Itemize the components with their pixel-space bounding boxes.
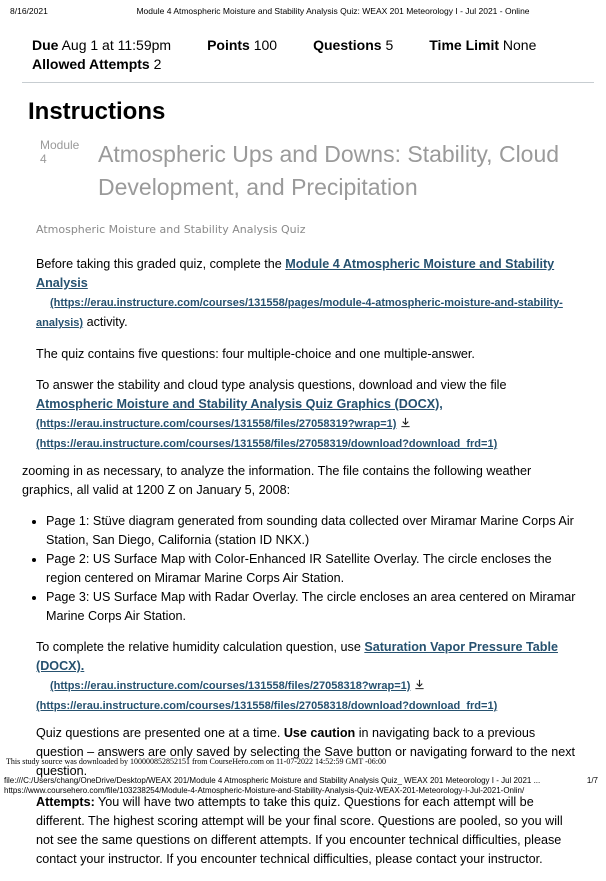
caution-paragraph: Quiz questions are presented one at a time. Use caution in navigating back to a previous question – answers are only saved by selecting the Save button or navigating forward to the next question. bbox=[36, 726, 576, 778]
instructions-heading: Instructions bbox=[28, 98, 166, 125]
attempts-paragraph: Attempts: You will have two attempts to take this quiz. Questions for each attempt will be different. The highest scoring attempt will be your final score. Questions are pooled, so you will not see the same questions on different attempts. If you encounter technical difficulties, please contact your instructor. If you encounter technical difficulties, please contact your instructor. bbox=[36, 795, 563, 866]
time-limit-info: Time Limit None bbox=[429, 37, 537, 53]
module-activity-link[interactable]: Module 4 Atmospheric Moisture and Stability Analysis bbox=[36, 257, 555, 290]
due-info: Due Aug 1 at 11:59pm bbox=[32, 37, 172, 53]
graphics-file-link[interactable]: Atmospheric Moisture and Stability Analysis Quiz Graphics (DOCX), bbox=[36, 397, 443, 411]
quiz-subtitle: Atmospheric Moisture and Stability Analysis Quiz bbox=[36, 223, 306, 236]
footer-source-url: https://www.coursehero.com/file/103238254/Module-4-Atmospheric-Moisture-and-Stability-Analysis-Quiz-WEAX-201-Meteorology-I-Jul-2021-Onlin/ bbox=[4, 786, 525, 795]
vapor-table-url[interactable]: (https://erau.instructure.com/courses/131558/files/27058318?wrap=1) bbox=[50, 680, 411, 692]
allowed-attempts-info: Allowed Attempts 2 bbox=[32, 56, 162, 72]
footer-file-path: file:///C:/Users/chang/OneDrive/Desktop/WEAX 201/Module 4 Atmospheric Moisture and Stability Analysis Quiz_ WEAX 201 Meteorology I - Jul 2021 ... bbox=[4, 776, 541, 785]
list-item: • Page 1: Stüve diagram generated from sounding data collected over Miramar Marine Corps Air Station, San Diego, California (station ID NKX.) bbox=[46, 512, 580, 550]
zoom-paragraph: zooming in as necessary, to analyze the information. The file contains the following weather graphics, all valid at 1200 Z on January 5, 2008: bbox=[22, 464, 532, 497]
graphics-paragraph: To answer the stability and cloud type analysis questions, download and view the file Atmospheric Moisture and Stability Analysis Quiz Graphics (DOCX), (https://erau.instructure.com/courses/131558/files/27058319?wrap=1) (https://erau.instructure.com/courses/131558/files/27058319/download?download_frd=1) bbox=[36, 378, 507, 450]
print-footer bbox=[4, 776, 598, 796]
humidity-paragraph: To complete the relative humidity calculation question, use Saturation Vapor Pressure Table (DOCX). (https://erau.instructure.com/courses/131558/files/27058318?wrap=1) (https://erau.instructure.com/courses/131558/files/27058318/download?download_frd=1) bbox=[36, 640, 558, 712]
print-date: 8/16/2021 bbox=[10, 6, 48, 16]
graphics-file-url[interactable]: (https://erau.instructure.com/courses/131558/files/27058319?wrap=1) bbox=[36, 418, 397, 430]
questions-info: Questions 5 bbox=[313, 37, 394, 53]
print-title: Module 4 Atmospheric Moisture and Stability Analysis Quiz: WEAX 201 Meteorology I - Jul 2021 - Online bbox=[136, 6, 530, 16]
print-header bbox=[10, 6, 596, 16]
download-arrow-icon[interactable] bbox=[400, 417, 411, 428]
quiz-contents-paragraph: The quiz contains five questions: four multiple-choice and one multiple-answer. bbox=[36, 347, 475, 361]
module-activity-url[interactable]: (https://erau.instructure.com/courses/131558/pages/module-4-atmospheric-moisture-and-stability-analysis) bbox=[36, 297, 563, 329]
quiz-details bbox=[32, 36, 586, 74]
intro-paragraph: Before taking this graded quiz, complete the Module 4 Atmospheric Moisture and Stability Analysis (https://erau.instructure.com/courses/131558/pages/module-4-atmospheric-moisture-and-stability-analysis) activity. bbox=[36, 257, 563, 329]
list-item: • Page 3: US Surface Map with Radar Overlay. The circle encloses an area centered on Miramar Marine Corps Air Station. bbox=[46, 588, 580, 626]
footer-page-number: 1/7 bbox=[586, 776, 598, 785]
points-info: Points 100 bbox=[207, 37, 278, 53]
list-item: • Page 2: US Surface Map with Color-Enhanced IR Satellite Overlay. The circle encloses the region centered on Miramar Marine Corps Air Station. bbox=[46, 550, 580, 588]
module-badge: Module 4 bbox=[40, 138, 80, 166]
divider bbox=[22, 82, 594, 83]
vapor-table-download-url[interactable]: (https://erau.instructure.com/courses/131558/files/27058318/download?download_frd=1) bbox=[36, 700, 498, 712]
module-title: Atmospheric Ups and Downs: Stability, Cloud Development, and Precipitation bbox=[98, 141, 560, 200]
source-note: This study source was downloaded by 100000852852151 from CourseHero.com on 11-07-2022 14:52:59 GMT -06:00 bbox=[6, 757, 386, 766]
pages-list bbox=[22, 512, 580, 626]
graphics-download-url[interactable]: (https://erau.instructure.com/courses/131558/files/27058319/download?download_frd=1) bbox=[36, 438, 498, 450]
download-arrow-icon[interactable] bbox=[414, 679, 425, 690]
vapor-table-link[interactable]: Saturation Vapor Pressure Table (DOCX). bbox=[36, 640, 558, 673]
